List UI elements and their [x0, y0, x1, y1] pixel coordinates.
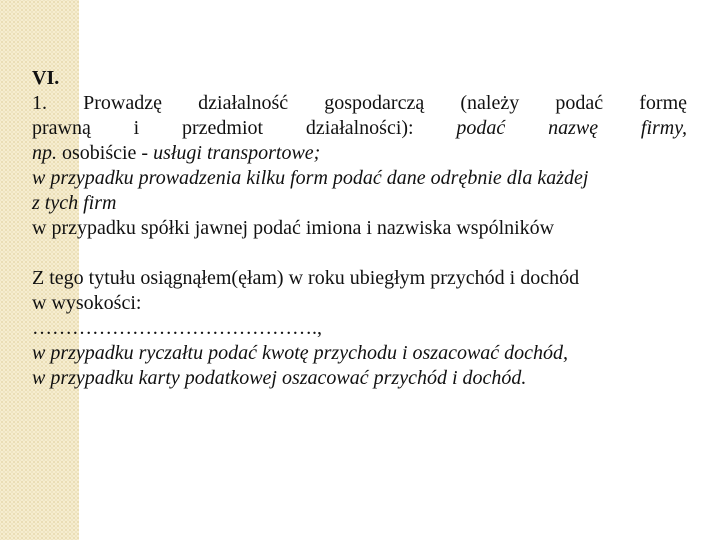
section-heading: VI. [32, 67, 60, 89]
tax-card-note: w przypadku karty podatkowej oszacować przychód i dochód. [32, 367, 527, 389]
income-amount-placeholder: ……………………………………., [32, 317, 322, 339]
multiple-forms-note-cont: z tych firm [32, 192, 117, 214]
business-statement-line-3 [32, 141, 687, 166]
example-hint: usługi transportowe; [153, 142, 321, 164]
business-statement-line-2 [32, 116, 687, 141]
lump-sum-note: w przypadku ryczałtu podać kwotę przychodu i oszacować dochód, [32, 342, 569, 364]
income-statement-line-1: Z tego tytułu osiągnąłem(ęłam) w roku ubiegłym przychód i dochód [32, 267, 580, 289]
example-text: osobiście - [57, 142, 154, 164]
spacer [32, 241, 687, 266]
document-content [32, 66, 687, 391]
multiple-forms-note: w przypadku prowadzenia kilku form podać dane odrębnie dla każdej [32, 167, 589, 189]
income-statement-line-2: w wysokości: [32, 292, 142, 314]
partnership-note: w przypadku spółki jawnej podać imiona i nazwiska wspólników [32, 217, 555, 239]
business-statement-line-1: 1. Prowadzę działalność gospodarczą (należy podać formę [32, 92, 687, 114]
business-statement-line-2-hint: podać nazwę firmy, [456, 117, 688, 139]
example-abbrev: np. [32, 142, 57, 164]
business-statement-line-2-text: prawną i przedmiot działalności): [32, 117, 457, 139]
